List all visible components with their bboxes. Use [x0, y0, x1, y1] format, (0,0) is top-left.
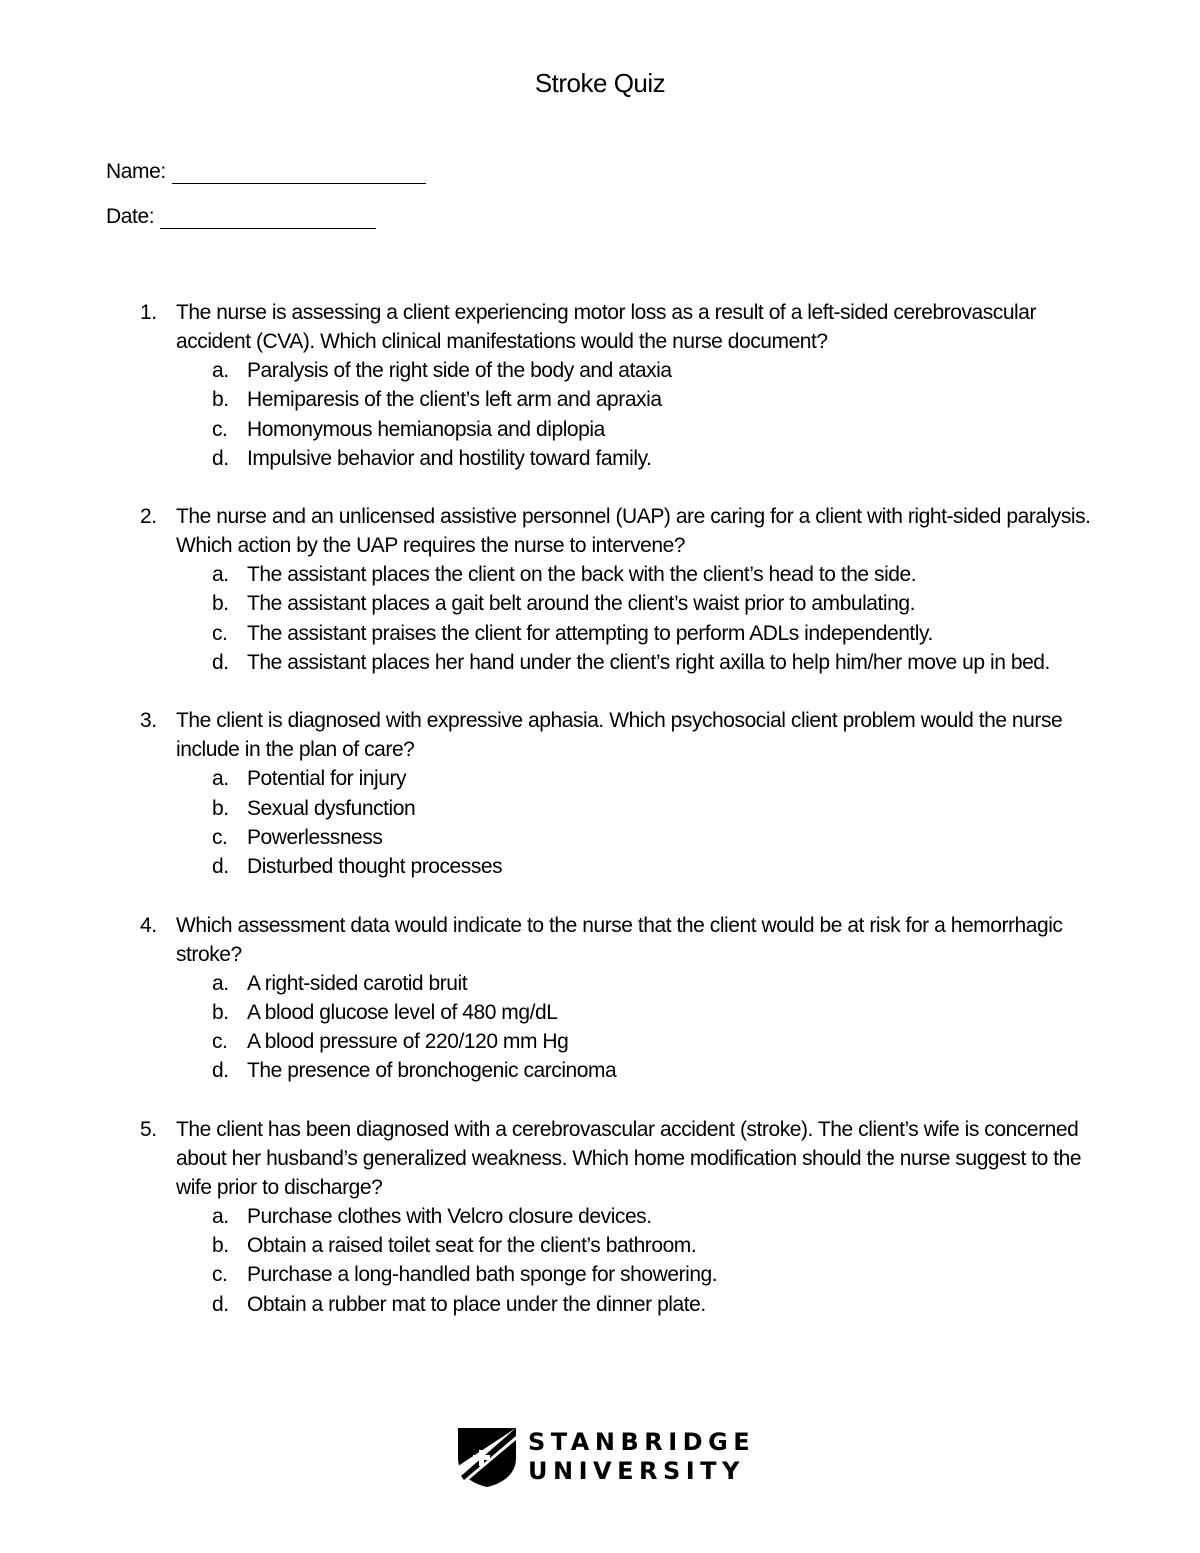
option-b[interactable] [0, 589, 1200, 618]
option-letter: a. [212, 563, 229, 587]
date-blank-line[interactable] [160, 208, 376, 229]
university-logo [456, 1426, 755, 1488]
option-letter: d. [212, 1292, 229, 1316]
option-c[interactable] [0, 1027, 1200, 1056]
option-text: The assistant places a gait belt around the client’s waist prior to ambulating. [247, 592, 915, 616]
option-list [0, 1202, 1200, 1319]
option-text: Potential for injury [247, 767, 407, 791]
question-number: 5. [140, 1117, 157, 1141]
date-label: Date: [106, 205, 155, 228]
option-letter: d. [212, 1059, 229, 1083]
option-a[interactable] [0, 356, 1200, 385]
option-letter: b. [212, 592, 229, 616]
question-text: The client has been diagnosed with a cerebrovascular accident (stroke). The client’s wife is concerned about her husband’s generalized weakness. Which home modification should the nurse suggest to the wife prior to discharge? [176, 1117, 1082, 1199]
name-field-row [106, 160, 426, 184]
question-text: The nurse and an unlicensed assistive personnel (UAP) are caring for a client with right-sided paralysis. Which action by the UAP requires the nurse to intervene? [176, 505, 1091, 558]
option-d[interactable] [0, 444, 1200, 473]
option-text: The assistant places her hand under the client’s right axilla to help him/her move up in bed. [247, 651, 1050, 675]
question-2 [0, 502, 1200, 677]
option-letter: c. [212, 1263, 228, 1287]
name-blank-line[interactable] [172, 163, 426, 184]
option-text: The assistant praises the client for attempting to perform ADLs independently. [247, 621, 933, 645]
wordmark-line-2: UNIVERSITY [528, 1457, 745, 1485]
option-text: Homonymous hemianopsia and diplopia [247, 417, 605, 441]
question-text: The nurse is assessing a client experiencing motor loss as a result of a left-sided cerebrovascular accident (CVA). Which clinical manifestations would the nurse document? [176, 301, 1037, 353]
question-number: 1. [140, 301, 157, 324]
question-text: The client is diagnosed with expressive aphasia. Which psychosocial client problem would the nurse include in the plan of care? [176, 709, 1063, 762]
option-text: A right-sided carotid bruit [247, 971, 468, 995]
option-letter: a. [212, 359, 229, 382]
option-list [0, 560, 1200, 677]
question-1 [0, 298, 1200, 473]
shield-icon [456, 1426, 518, 1488]
page-title: Stroke Quiz [534, 68, 666, 98]
option-letter: a. [212, 767, 229, 791]
option-letter: c. [212, 1030, 228, 1054]
question-5 [0, 1115, 1200, 1319]
option-a[interactable] [0, 764, 1200, 793]
option-c[interactable] [0, 619, 1200, 648]
option-text: Purchase a long-handled bath sponge for showering. [247, 1263, 718, 1287]
question-number: 3. [140, 709, 157, 733]
option-text: Paralysis of the right side of the body and ataxia [247, 359, 672, 382]
option-a[interactable] [0, 1202, 1200, 1231]
option-text: Sexual dysfunction [247, 796, 416, 820]
option-letter: d. [212, 855, 229, 879]
option-text: Disturbed thought processes [247, 855, 503, 879]
option-text: Obtain a raised toilet seat for the client’s bathroom. [247, 1234, 697, 1258]
option-text: The assistant places the client on the back with the client’s head to the side. [247, 563, 917, 587]
option-text: Powerlessness [247, 825, 383, 849]
option-text: A blood pressure of 220/120 mm Hg [247, 1030, 569, 1054]
question-4 [0, 911, 1200, 1086]
option-letter: d. [212, 446, 229, 470]
option-d[interactable] [0, 852, 1200, 881]
option-letter: c. [212, 417, 228, 441]
option-letter: b. [212, 796, 229, 820]
option-b[interactable] [0, 385, 1200, 414]
option-list [0, 764, 1200, 881]
option-b[interactable] [0, 1231, 1200, 1260]
name-label: Name: [106, 160, 166, 183]
wordmark-line-1: STANBRIDGE [528, 1428, 756, 1456]
question-3 [0, 706, 1200, 881]
option-letter: d. [212, 651, 229, 675]
option-c[interactable] [0, 1260, 1200, 1289]
university-wordmark [528, 1428, 755, 1486]
option-letter: c. [212, 621, 228, 645]
question-number: 2. [140, 505, 157, 529]
option-letter: b. [212, 1000, 229, 1024]
option-d[interactable] [0, 648, 1200, 677]
option-letter: a. [212, 1204, 229, 1228]
option-list [0, 969, 1200, 1086]
option-d[interactable] [0, 1056, 1200, 1085]
option-b[interactable] [0, 794, 1200, 823]
option-letter: c. [212, 825, 228, 849]
option-text: Purchase clothes with Velcro closure devices. [247, 1204, 652, 1228]
option-text: A blood glucose level of 480 mg/dL [247, 1000, 558, 1024]
option-list [0, 356, 1200, 473]
option-text: Obtain a rubber mat to place under the dinner plate. [247, 1292, 706, 1316]
option-a[interactable] [0, 969, 1200, 998]
option-a[interactable] [0, 560, 1200, 589]
option-text: The presence of bronchogenic carcinoma [247, 1059, 617, 1083]
option-letter: b. [212, 388, 229, 412]
question-text: Which assessment data would indicate to the nurse that the client would be at risk for a hemorrhagic stroke? [176, 913, 1063, 966]
date-field-row [106, 205, 376, 229]
option-text: Impulsive behavior and hostility toward family. [247, 446, 652, 470]
option-c[interactable] [0, 415, 1200, 444]
option-letter: b. [212, 1234, 229, 1258]
question-list [0, 298, 1200, 1348]
option-d[interactable] [0, 1290, 1200, 1319]
option-letter: a. [212, 971, 229, 995]
option-b[interactable] [0, 998, 1200, 1027]
question-number: 4. [140, 913, 157, 937]
option-text: Hemiparesis of the client’s left arm and apraxia [247, 388, 662, 412]
option-c[interactable] [0, 823, 1200, 852]
